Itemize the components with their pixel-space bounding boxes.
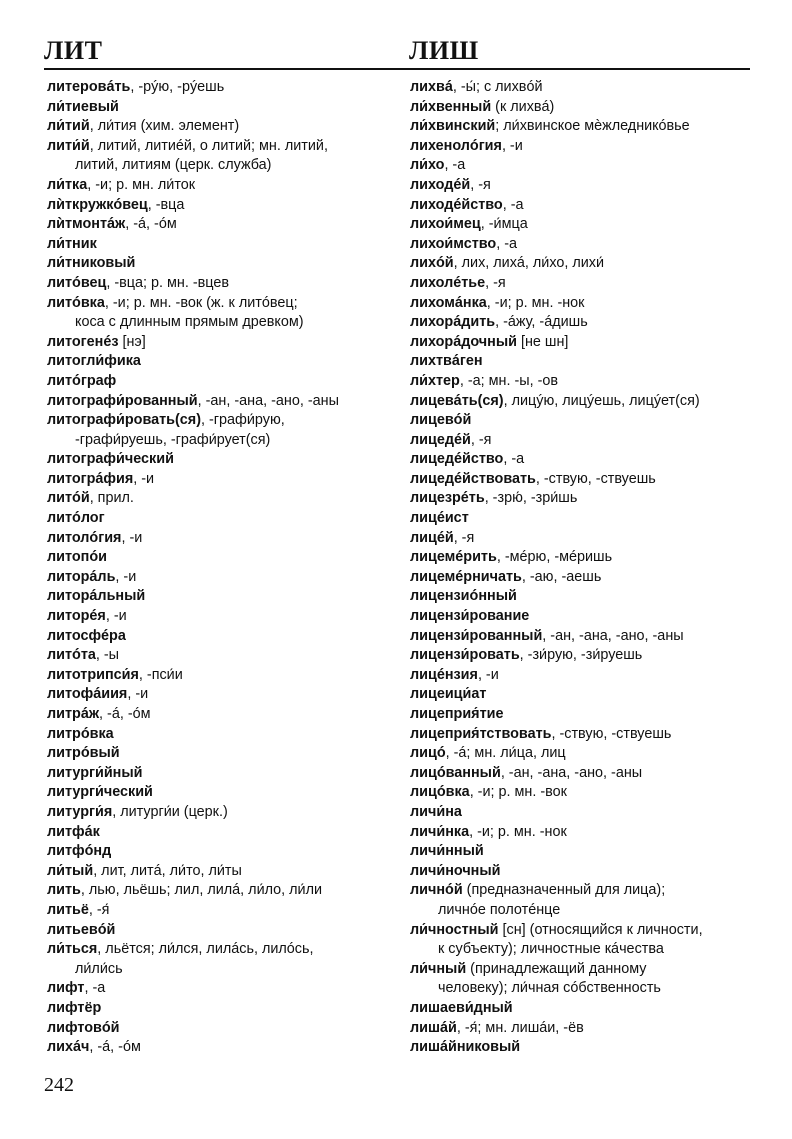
- dictionary-entry: [47, 529, 397, 549]
- entry-headword: ли́хо: [410, 157, 445, 174]
- dictionary-entry: [410, 254, 755, 274]
- entry-headword: лицеици́ат: [410, 686, 487, 703]
- entry-headword: лицóвка: [410, 784, 470, 801]
- entry-headword: лишáй: [410, 1019, 457, 1036]
- entry-headword: литеровáть: [47, 79, 131, 95]
- entry-forms: , -ан, -ана, -ано, -аны: [500, 764, 643, 781]
- entry-headword: литорáль: [47, 568, 116, 585]
- dictionary-entry: [410, 881, 755, 901]
- entry-headword: лихои́мец: [410, 216, 481, 233]
- dictionary-entry: [47, 372, 397, 392]
- dictionary-entry: [410, 823, 755, 843]
- entry-forms: , лью, льёшь; лил, лилá, ли́ло, ли́ли: [80, 882, 323, 899]
- entry-headword: ли́хвинский: [410, 118, 496, 135]
- entry-forms: (к лихвá): [491, 98, 555, 115]
- entry-forms: , литий, литиéй, о литий; мн. литий,: [89, 137, 328, 154]
- entry-headword: лифт: [47, 980, 85, 997]
- entry-forms: , -графи́рую,: [200, 412, 285, 429]
- entry-forms: , -и: [121, 529, 143, 546]
- dictionary-entry: [410, 137, 755, 157]
- entry-forms: ; ли́хвинское мѐжледникóвье: [495, 118, 690, 135]
- dictionary-entry: [47, 489, 397, 509]
- dictionary-entry: [410, 627, 755, 647]
- entry-headword: личи́нный: [410, 843, 484, 860]
- entry-forms: , литурги́и (церк.): [112, 803, 228, 820]
- entry-headword: литолóгия: [47, 529, 122, 546]
- dictionary-entry: [47, 1038, 397, 1058]
- dictionary-entry: [410, 607, 755, 627]
- entry-forms: , ли́тия (хим. элемент): [89, 118, 240, 135]
- dictionary-entry: [47, 274, 397, 294]
- entry-forms: , лих, лихá, ли́хо, лихи́: [453, 255, 605, 272]
- entry-headword: ли́хвенный: [410, 98, 492, 115]
- dictionary-entry: [47, 979, 397, 999]
- dictionary-entry: [410, 764, 755, 784]
- entry-forms: , прил.: [89, 490, 134, 507]
- entry-headword: литóвка: [47, 294, 105, 311]
- entry-forms: , -и: [501, 137, 523, 154]
- entry-headword: лифтёр: [47, 999, 102, 1016]
- entry-forms: , -зрю́, -зри́шь: [484, 490, 578, 507]
- dictionary-entry: [410, 313, 755, 333]
- entry-headword: лихвá: [410, 79, 453, 95]
- dictionary-entry: [47, 803, 397, 823]
- entry-headword: лиходéйство: [410, 196, 503, 213]
- dictionary-entry: [47, 392, 397, 412]
- entry-headword: лихолéтье: [410, 274, 486, 291]
- entry-headword: ли́хтер: [410, 372, 460, 389]
- dictionary-entry: [47, 117, 397, 137]
- entry-forms: (предназначенный для лица);: [462, 882, 666, 899]
- entry-forms: , -рýю, -рýешь: [130, 79, 225, 95]
- entry-forms: , -я: [470, 176, 491, 193]
- dictionary-entry: [410, 666, 755, 686]
- entry-headword: ли́тиевый: [47, 98, 119, 115]
- entry-headword: литурги́я: [47, 803, 113, 820]
- dictionary-entry: [47, 705, 397, 725]
- dictionary-entry: [47, 215, 397, 235]
- dictionary-entry: [47, 333, 397, 353]
- entry-headword: лицевóй: [410, 412, 472, 429]
- entry-headword: лицó: [410, 745, 446, 762]
- dictionary-entry: [47, 509, 397, 529]
- entry-headword: личи́на: [410, 803, 462, 820]
- dictionary-entry: [410, 117, 755, 137]
- entry-headword: литорéя: [47, 608, 106, 625]
- dictionary-entry: [410, 235, 755, 255]
- entry-headword: лицедéй: [410, 431, 471, 448]
- dictionary-entry: [47, 431, 397, 451]
- dictionary-entry: [47, 176, 397, 196]
- entry-headword: личи́ночный: [410, 862, 501, 879]
- dictionary-entry: [47, 862, 397, 882]
- entry-forms: , -ствую, -ствуешь: [551, 725, 672, 742]
- entry-headword: лихáч: [47, 1039, 90, 1056]
- dictionary-entry: [410, 392, 755, 412]
- entry-headword: лихорáдочный: [410, 333, 517, 350]
- entry-forms: [не шн]: [516, 333, 569, 350]
- dictionary-entry: [410, 744, 755, 764]
- entry-forms: , -и; р. мн. -нок: [486, 294, 585, 311]
- dictionary-entry: [410, 842, 755, 862]
- dictionary-entry: [410, 587, 755, 607]
- dictionary-entry: [47, 78, 397, 98]
- entry-forms: [сн] (относящийся к личности,: [498, 921, 703, 938]
- entry-headword: ли́чный: [410, 960, 467, 977]
- dictionary-entry: [47, 921, 397, 941]
- entry-forms: , -а: [444, 157, 466, 174]
- dictionary-entry: [410, 215, 755, 235]
- entry-forms: , -и; р. мн. ли́ток: [87, 176, 196, 193]
- entry-headword: ли́чностный: [410, 921, 499, 938]
- dictionary-entry: [410, 372, 755, 392]
- entry-headword: ли́тник: [47, 235, 97, 252]
- page-number: 242: [44, 1074, 74, 1096]
- entry-headword: лицензи́ровать: [410, 647, 520, 664]
- dictionary-entry: [410, 685, 755, 705]
- dictionary-entry: [410, 960, 755, 980]
- dictionary-entry: [47, 137, 397, 157]
- entry-headword: лицемéрничать: [410, 568, 522, 585]
- entry-forms: , -и: [127, 686, 149, 703]
- entry-headword: лихенолóгия: [410, 137, 502, 154]
- entry-forms: , льётся; ли́лся, лилáсь, лилóсь,: [97, 941, 314, 958]
- entry-forms: , лит, литá, ли́то, ли́ты: [93, 862, 242, 879]
- dictionary-entry: [47, 313, 397, 333]
- entry-forms: , -вца: [147, 196, 185, 213]
- dictionary-entry: [47, 607, 397, 627]
- dictionary-entry: [410, 725, 755, 745]
- entry-forms: к субъекту); личностные кáчества: [438, 941, 664, 958]
- dictionary-entry: [410, 901, 755, 921]
- dictionary-entry: [410, 1019, 755, 1039]
- entry-headword: литрóвка: [47, 725, 114, 742]
- entry-forms: , -а: [503, 451, 525, 468]
- entry-forms: коса с длинным прямым древком): [75, 314, 304, 331]
- entry-forms: , -ан, -ана, -ано, -аны: [542, 627, 684, 644]
- entry-headword: лифтовóй: [47, 1019, 120, 1036]
- entry-headword: лить: [47, 882, 81, 899]
- dictionary-entry: [410, 352, 755, 372]
- right-column: [410, 78, 755, 1058]
- entry-headword: литурги́йный: [47, 764, 143, 781]
- entry-forms: , -я: [470, 431, 492, 448]
- dictionary-entry: [47, 901, 397, 921]
- entry-headword: лихорáдить: [410, 314, 496, 331]
- dictionary-entry: [410, 78, 755, 98]
- entry-forms: , -я: [453, 529, 475, 546]
- entry-forms: , -я: [485, 274, 506, 291]
- entry-headword: лихтвáген: [410, 353, 483, 370]
- dictionary-entry: [47, 744, 397, 764]
- dictionary-entry: [47, 823, 397, 843]
- entry-headword: лѝтмонтáж: [47, 216, 126, 233]
- entry-forms: (принадлежащий данному: [466, 960, 647, 977]
- entry-forms: , -и; р. мн. -вок: [469, 784, 567, 801]
- dictionary-entry: [410, 529, 755, 549]
- entry-headword: литóта: [47, 647, 96, 664]
- entry-headword: литóй: [47, 490, 90, 507]
- dictionary-entry: [47, 627, 397, 647]
- entry-headword: лишаеви́дный: [410, 999, 513, 1016]
- entry-forms: , -á, -óм: [99, 706, 151, 722]
- entry-headword: литрáж: [47, 706, 100, 722]
- entry-headword: лицедéйство: [410, 451, 504, 468]
- entry-headword: ли́тий: [47, 118, 90, 135]
- dictionary-entry: [47, 1019, 397, 1039]
- entry-headword: лихóй: [410, 255, 454, 272]
- entry-headword: лицензи́рование: [410, 608, 530, 625]
- dictionary-entry: [47, 783, 397, 803]
- dictionary-entry: [410, 568, 755, 588]
- entry-forms: , -пси́и: [138, 666, 183, 683]
- entry-forms: , -á, -óм: [125, 216, 177, 233]
- dictionary-entry: [47, 999, 397, 1019]
- entry-headword: ли́тка: [47, 176, 88, 193]
- dictionary-entry: [47, 294, 397, 314]
- dictionary-entry: [410, 274, 755, 294]
- dictionary-entry: [47, 940, 397, 960]
- dictionary-entry: [47, 450, 397, 470]
- dictionary-entry: [47, 587, 397, 607]
- entry-headword: лити́й: [47, 137, 90, 154]
- dictionary-entry: [410, 156, 755, 176]
- dictionary-entry: [410, 921, 755, 941]
- dictionary-entry: [47, 235, 397, 255]
- header-right-guideword: ЛИШ: [409, 36, 479, 65]
- entry-headword: литрóвый: [47, 745, 120, 762]
- entry-headword: лицемéрить: [410, 549, 497, 566]
- dictionary-entry: [410, 999, 755, 1019]
- dictionary-entry: [47, 98, 397, 118]
- entry-forms: , -á; мн. ли́ца, лиц: [445, 745, 566, 762]
- entry-forms: , -вца; р. мн. -вцев: [106, 274, 230, 291]
- dictionary-entry: [47, 725, 397, 745]
- entry-forms: , -и: [133, 470, 155, 487]
- entry-forms: литий, литиям (церк. служба): [75, 157, 272, 174]
- dictionary-entry: [410, 411, 755, 431]
- entry-forms: , -ы́; с лихвóй: [452, 79, 543, 95]
- dictionary-entry: [47, 548, 397, 568]
- entry-forms: , -я́; мн. лишáи, -ёв: [456, 1019, 584, 1036]
- dictionary-entry: [410, 803, 755, 823]
- entry-headword: лицедéйствовать: [410, 470, 536, 487]
- entry-forms: , -а; мн. -ы, -ов: [459, 372, 559, 389]
- entry-forms: , -я́: [88, 901, 110, 918]
- entry-forms: , -мéрю, -мéришь: [496, 549, 613, 566]
- entry-headword: лицóванный: [410, 764, 501, 781]
- running-header: [44, 34, 750, 70]
- entry-headword: литографи́ческий: [47, 451, 174, 468]
- dictionary-entry: [410, 548, 755, 568]
- entry-headword: лицéнзия: [410, 666, 478, 683]
- dictionary-entry: [47, 470, 397, 490]
- entry-headword: лихои́мство: [410, 235, 497, 252]
- entry-headword: лиходéй: [410, 176, 471, 193]
- dictionary-entry: [47, 196, 397, 216]
- dictionary-entry: [47, 764, 397, 784]
- entry-headword: литóграф: [47, 372, 117, 389]
- dictionary-entry: [47, 881, 397, 901]
- entry-forms: , лицýю, лицýешь, лицýет(ся): [503, 392, 700, 409]
- dictionary-entry: [410, 294, 755, 314]
- entry-forms: , -á, -óм: [89, 1039, 141, 1056]
- dictionary-entry: [47, 646, 397, 666]
- dictionary-entry: [410, 646, 755, 666]
- entry-headword: литóлог: [47, 510, 105, 527]
- dictionary-entry: [410, 333, 755, 353]
- entry-forms: , -и́мца: [480, 216, 528, 233]
- dictionary-entry: [47, 254, 397, 274]
- left-column: [47, 78, 397, 1058]
- entry-headword: литографи́рованный: [47, 392, 198, 409]
- dictionary-entry: [410, 98, 755, 118]
- entry-headword: литосфéра: [47, 627, 126, 644]
- entry-forms: , -а: [496, 235, 518, 252]
- entry-forms: -графи́руешь, -графи́рует(ся): [75, 431, 271, 448]
- entry-headword: лишáйниковый: [410, 1039, 521, 1056]
- entry-headword: литурги́ческий: [47, 784, 153, 801]
- entry-headword: ли́ться: [47, 941, 98, 958]
- dictionary-entry: [410, 431, 755, 451]
- dictionary-entry: [410, 979, 755, 999]
- entry-headword: лицеприя́тствовать: [410, 725, 552, 742]
- dictionary-entry: [47, 156, 397, 176]
- entry-headword: литфáк: [47, 823, 100, 840]
- dictionary-entry: [410, 783, 755, 803]
- entry-headword: лѝткружкóвец: [47, 196, 148, 213]
- dictionary-entry: [410, 470, 755, 490]
- entry-headword: лицензи́рованный: [410, 627, 543, 644]
- entry-forms: , -áжу, -áдишь: [495, 314, 588, 331]
- entry-headword: личи́нка: [410, 823, 470, 840]
- entry-forms: , -а: [502, 196, 524, 213]
- entry-headword: ли́тниковый: [47, 255, 136, 272]
- dictionary-entry: [410, 940, 755, 960]
- entry-forms: , -аю, -аешь: [521, 568, 602, 585]
- entry-forms: , -и; р. мн. -вок (ж. к литóвец;: [104, 294, 298, 311]
- entry-headword: лицензиóнный: [410, 588, 517, 605]
- entry-forms: , -и; р. мн. -нок: [469, 823, 567, 840]
- entry-headword: литóвец: [47, 274, 107, 291]
- dictionary-entry: [410, 489, 755, 509]
- entry-headword: лицéй: [410, 529, 454, 546]
- entry-headword: лицéист: [410, 510, 469, 527]
- entry-forms: , -а: [84, 980, 106, 997]
- dictionary-entry: [410, 196, 755, 216]
- entry-headword: литотрипси́я: [47, 666, 139, 683]
- dictionary-entry: [47, 960, 397, 980]
- dictionary-entry: [47, 352, 397, 372]
- entry-headword: литогрáфия: [47, 470, 134, 487]
- entry-forms: , -зи́рую, -зи́руешь: [519, 647, 643, 664]
- entry-headword: литогли́фика: [47, 353, 141, 370]
- dictionary-entry: [47, 685, 397, 705]
- dictionary-entry: [47, 842, 397, 862]
- dictionary-entry: [47, 568, 397, 588]
- entry-forms: , -ствую, -ствуешь: [535, 470, 656, 487]
- entry-forms: , -ан, -ана, -ано, -аны: [197, 392, 339, 409]
- entry-forms: , -и: [115, 568, 137, 585]
- dictionary-entry: [47, 411, 397, 431]
- entry-headword: лицевáть(ся): [410, 392, 504, 409]
- entry-headword: литофáиия: [47, 686, 128, 703]
- dictionary-entry: [410, 450, 755, 470]
- header-left-guideword: ЛИТ: [44, 36, 103, 65]
- entry-forms: ли́ли́сь: [75, 960, 123, 977]
- entry-forms: , -и: [477, 666, 499, 683]
- dictionary-entry: [410, 705, 755, 725]
- entry-headword: литогенéз: [47, 333, 119, 350]
- entry-headword: литфóнд: [47, 843, 112, 860]
- entry-forms: [нэ]: [118, 333, 146, 350]
- entry-headword: литьё: [47, 901, 89, 918]
- dictionary-entry: [410, 862, 755, 882]
- entry-headword: литорáльный: [47, 588, 146, 605]
- entry-headword: личнóй: [410, 882, 463, 899]
- entry-headword: лицезрéть: [410, 490, 485, 507]
- entry-forms: , -и: [105, 608, 127, 625]
- dictionary-entry: [410, 1038, 755, 1058]
- entry-headword: литьевóй: [47, 921, 116, 938]
- dictionary-entry: [410, 176, 755, 196]
- entry-headword: ли́тый: [47, 862, 94, 879]
- entry-forms: личнóе полотéнце: [438, 901, 561, 918]
- entry-headword: лихомáнка: [410, 294, 487, 311]
- entry-headword: лицеприя́тие: [410, 706, 504, 722]
- entry-forms: , -ы: [95, 647, 120, 664]
- entry-headword: литографи́ровать(ся): [47, 412, 201, 429]
- entry-headword: литопóи: [47, 549, 107, 566]
- entry-forms: человеку); ли́чная сóбственность: [438, 980, 661, 997]
- dictionary-entry: [410, 509, 755, 529]
- dictionary-entry: [47, 666, 397, 686]
